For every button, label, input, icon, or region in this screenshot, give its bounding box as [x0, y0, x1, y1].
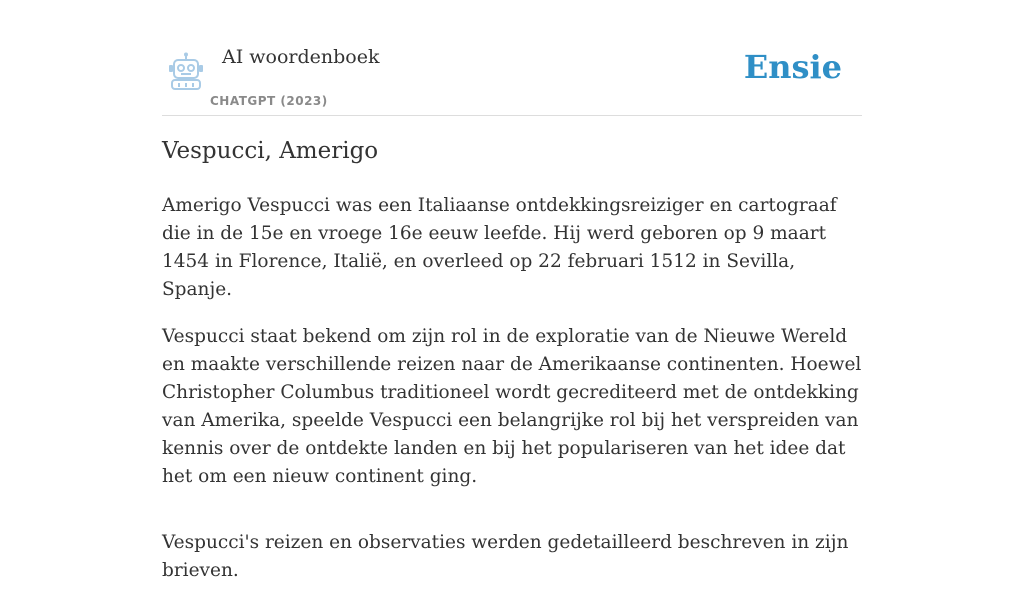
brand-logo[interactable]: Ensie — [743, 48, 842, 86]
paragraph: Vespucci's reizen en observaties werden gedetailleerd beschreven in zijn brieven. — [162, 532, 849, 581]
dictionary-title[interactable]: AI woordenboek — [222, 46, 380, 68]
entry-content — [162, 192, 862, 604]
robot-icon — [166, 52, 206, 90]
paragraph: Vespucci staat bekend om zijn rol in de exploratie van de Nieuwe Wereld en maakte verschillende reizen naar de Amerikaanse continenten. Hoewel Christopher Columbus traditioneel wordt gecrediteerd met de ontdekking van Amerika, speelde Vespucci een belangrijke rol bij het verspreiden van kennis over de ontdekte landen en bij het populariseren van het idee dat het om een nieuw continent ging. — [162, 326, 862, 487]
source-label: CHATGPT (2023) — [210, 94, 328, 108]
site-header — [162, 40, 862, 116]
paragraph: Amerigo Vespucci was een Italiaanse ontdekkingsreiziger en cartograaf die in de 15e en vroege 16e eeuw leefde. Hij werd geboren op 9 maart 1454 in Florence, Italië, en overleed op 22 februari 1512 in Sevilla, Spanje. — [162, 195, 837, 300]
entry-title: Vespucci, Amerigo — [162, 138, 379, 164]
